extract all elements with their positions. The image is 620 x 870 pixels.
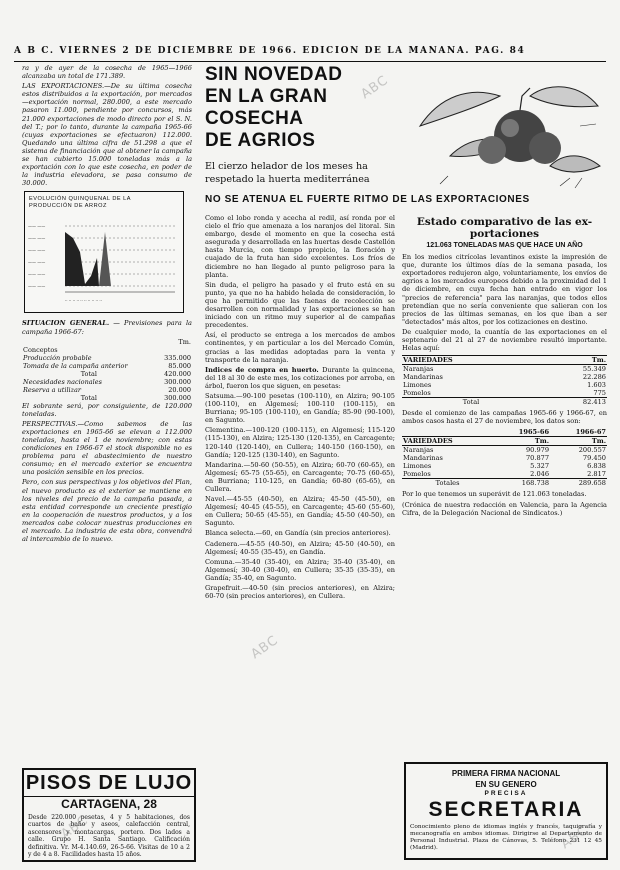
center-paragraph-1: Como el lobo ronda y acecha al redil, así ronda por el cielo el frío que amenaza a los naranjos del litoral. Sin embargo, desde el momento en que la cosecha está asegurada y desarrollada en las huertas desde Castellón hasta Murcia, con tiempo propicio, la floración y cuajado de la fruta han sido excelentes. Los fríos de diciembre no han llegado al punto peligroso para la planta. (205, 214, 395, 279)
forecast-row: Reserva a utilizar 20.000 (23, 385, 191, 394)
svg-text:—— ——: —— —— (28, 272, 46, 278)
svg-text:—— ——: —— —— (28, 224, 46, 230)
page-header: A B C. VIERNES 2 DE DICIEMBRE DE 1966. EDICION DE LA MAÑANA. PAG. 84 (14, 46, 526, 56)
table-total-row: Total 82.413 (402, 398, 607, 407)
main-headline (205, 64, 400, 152)
headline-line2: EN LA GRAN (205, 86, 328, 107)
table-row: Limones 1.603 (403, 381, 606, 390)
center-column (205, 214, 395, 864)
ad-secretaria-line2: EN SU GENERO (475, 780, 537, 789)
situacion-head: SITUACION GENERAL. (22, 319, 110, 328)
forecast-unit: Tm. (178, 337, 191, 346)
forecast-row: Conceptos (23, 345, 58, 354)
svg-text:—— ——: —— —— (28, 236, 46, 242)
perspectivas-paragraph: PERSPECTIVAS.—Como sabemos de las exportaciones en 1965-66 se elevan a 112.000 toneladas, hasta el 1 de noviembre; con estas condiciones en 1966-67 el stock disponible no es problema para el abastecimiento de nuestro consumo; en el mercado exterior se encuentra una posición sensible en los precios. (22, 419, 192, 477)
ad-secretaria-body: Conocimiento pleno de idiomas inglés y francés, taquigrafía y mecanografía en ambos idiomas. Dirigirse al Departamento de Personal Industrial. Plaza de Cánovas, 5. Teléfono 231 12 45 (Madrid). (410, 824, 602, 851)
forecast-row: Tomada de la campaña anterior 85.000 (23, 361, 191, 370)
price-item: Satsuma.—90-100 pesetas (100-110), en Alzira; 90-105 (100-110), en Algemesí; 100-110 (100-115), en Burriana; 95-105 (100-110), en Gandía; 85-90 (90-100), en Sagunto. (205, 391, 395, 425)
forecast-table (22, 338, 192, 402)
citrus-illustration (410, 66, 606, 190)
ad-secretaria-line1: PRIMERA FIRMA NACIONAL (451, 769, 561, 778)
headline-line1: SIN NOVEDAD (205, 64, 343, 85)
watermark: ABC (58, 812, 92, 843)
svg-text:·· ·· ·· ·· ·· ·· ·· ·· ·· ··: ·· ·· ·· ·· ·· ·· ·· ·· ·· ·· (65, 298, 102, 304)
price-item: Blanca selecta.—60, en Gandía (sin precios anteriores). (205, 529, 391, 538)
chart-title-line1: EVOLUCIÓN QUINQUENAL DE LA (29, 196, 132, 203)
indices-paragraph (205, 366, 395, 390)
left-column (22, 64, 192, 774)
saldo-paragraph: El sobrante será, por consiguiente, de 120.000 toneladas. (22, 401, 192, 418)
right-paragraph-4: Por lo que tenemos un superávit de 121.063 toneladas. (402, 490, 587, 499)
right-paragraph-3: Desde el comienzo de las campañas 1965-66 y 1966-67, en ambos casos hasta el 27 de noviembre, los datos son: (402, 409, 607, 426)
price-item: Clementina.—100-120 (100-115), en Algemesí; 115-120 (115-130), en Alzira; 125-130 (120-135), en Carcagente; 120-140 (120-140), en Cullera; 140-150 (160-150), en Gandía; 120-125 (130-140), en Sagunto. (205, 426, 395, 459)
table-row: Pomelos 2.046 2.817 (403, 470, 606, 479)
right-title: Estado comparativo de las ex- portaciones (416, 216, 593, 240)
ad-secretaria-title: SECRETARIA (428, 798, 584, 821)
situacion-text: — Previsiones para la campaña 1966-67: (22, 319, 192, 336)
situacion-paragraph (22, 319, 192, 335)
weekly-exports-table: VARIEDADES Tm. Naranjas 55.349 Mandarinas 22.286 Limones 1.603 Pomelos 775 Total 82.413 (403, 356, 606, 407)
table-total-row: Totales 168.738 289.658 (402, 479, 607, 488)
watermark: ABC (248, 632, 282, 663)
price-item: Grapefruit.—40-50 (sin precios anteriores), en Alzira; 60-70 (sin precios anteriores), en Cullera. (205, 584, 395, 601)
forecast-row: Total 420.000 (80, 369, 191, 378)
final-paragraph: Pero, con sus perspectivas y los objetivos del Plan, el nuevo producto es el exterior se mantiene en los niveles del precio de la campaña pasada, a esta entidad corresponde un creciente prestigio en la cooperación de nuestros productos, y a los mercados cabe colocar nuestras producciones en el mercado. La industria de esta obra, convendrá al intercambio de lo nuevo. (22, 478, 192, 544)
price-item: Comuna.—35-40 (35-40), en Alzira; 35-40 (35-40), en Algemesí; 30-40 (30-40), en Cullera; 35-35 (35-35), en Gandía; 35-40, en Sagunto. (205, 557, 395, 582)
ad-secretaria (404, 762, 608, 860)
ad-pisos-title: PISOS DE LUJO (24, 770, 194, 797)
forecast-row: Total 300.000 (80, 393, 191, 402)
headline-line4: DE AGRIOS (205, 130, 316, 151)
indices-text: Durante la quincena, del 18 al 30 de este mes, los cotizaciones por arroba, en árbol, fueron los que siguen, en pesetas: (205, 365, 395, 390)
watermark: ABC (558, 822, 592, 853)
price-item: Cadenera.—45-55 (40-50), en Alzira; 45-50 (40-50), en Algemesí; 40-55 (35-45), en Gandía. (205, 539, 395, 556)
ad-pisos-body: Desde 220.000 pesetas, 4 y 5 habitaciones, dos cuartos de baño y aseos, calefacción central, ascensores y montacargas, portero. Dos lados a calle. Grupo H. Santa Santiago. Calificación definitiva. Vr. M-4.140.69, 26-5-66. Visitas de 10 a 2 y de 4 a 8. Facilidades hasta 15 años. (28, 814, 190, 859)
chart-title-line2: PRODUCCIÓN DE ARROZ (29, 203, 107, 210)
right-column (402, 216, 607, 756)
table-row: Naranjas 90.979 200.557 (403, 446, 606, 455)
campaign-comparison-table: 1965-66 1966-67 VARIEDADES Tm. Tm. Naranjas 90.979 200.557 Mandarinas 70.877 79.450 Limones 5.327 6.838 Pomelos 2.046 2.817 Totales 168.738 289.658 (403, 428, 606, 488)
right-paragraph-5: (Crónica de nuestra redacción en Valencia, para la Agencia Cifra, de la Delegación Nacional de Sindicatos.) (402, 500, 607, 517)
table-row: Mandarinas 22.286 (403, 373, 606, 382)
center-paragraph-3: Así, el producto se entrega a los mercados de ambos continentes, y en particular a los del Mercado Común, gracias a las medidas adoptadas para la venta y transporte de la naranja. (205, 331, 395, 364)
exports-banner: NO SE ATENUA EL FUERTE RITMO DE LAS EXPORTACIONES (205, 194, 530, 205)
ad-pisos-street: CARTAGENA, 28 (61, 797, 157, 811)
svg-text:—— ——: —— —— (28, 284, 46, 290)
table-row: Limones 5.327 6.838 (403, 462, 606, 471)
forecast-row: Necesidades nacionales 300.000 (23, 377, 191, 386)
right-paragraph-1: En los medios citrícolas levantinos existe la impresión de que, durante los últimos días de la semana pasada, los exportadores redujeron algo, voluntariamente, los envíos de agrios a los mercados europeos debido a la proximidad del 1 de diciembre, en cuya fecha han entrado en vigor los "precios de referencia" para las naranjas, que todos ellos pretendían que no sería conveniente que salieran con los precios de las últimas semanas, en los que iban a ser "detectados" más altos, por los cotizaciones en destino. (402, 253, 607, 326)
rice-production-chart (24, 191, 184, 313)
chart-graphic (25, 192, 181, 310)
headline-deck: El cierzo helador de los meses ha respetado la huerta mediterránea (205, 161, 370, 185)
exports-paragraph: LAS EXPORTACIONES.—De su última cosecha estos distribuidos a la exportación, por mercados—exportación normal, 280.000, a este mercado pasaron 11.000, pendiente por concursos, más 21.000 exportaciones de modo directo por el S. N. del T.; por lo tanto, durante la campaña 1965-66 (cuyas exportaciones se efectuaron) 112.000. Quedando una última cifra de 51.298 a que el sistema de financiación que al obtener la campaña se han cubierto 15.000 toneladas más a la exportación con lo que este cosecha, en poder de la industria elevadora, se pasa consumo de 30.000. (22, 82, 192, 188)
intro-paragraph: ra y de ayer de la cosecha de 1965—1966 alcanzaba un total de 171.389. (22, 64, 192, 81)
headline-line3: COSECHA (205, 108, 304, 129)
watermark: ABC (358, 72, 392, 103)
right-kicker: 121.063 TONELADAS MAS QUE HACE UN AÑO (426, 242, 583, 249)
table-row: Pomelos 775 (403, 389, 606, 398)
svg-text:—— ——: —— —— (28, 248, 46, 254)
forecast-row: Producción probable 335.000 (23, 353, 191, 362)
table-row: Naranjas 55.349 (403, 365, 606, 374)
right-paragraph-2: De cualquier modo, la cuantía de las exportaciones en el septenario del 21 al 27 de noviembre resultó importante. Helas aquí: (402, 327, 607, 353)
center-paragraph-2: Sin duda, el peligro ha pasado y el fruto está en su punto, ya que no ha habido helada de consideración, lo que ha permitido que las faenas de recolección se desarrollen con normalidad y las exportaciones se han iniciado con un ritmo muy superior al de campañas precedentes. (205, 280, 395, 330)
table-row: Mandarinas 70.877 79.450 (403, 454, 606, 463)
header-rule (14, 61, 606, 62)
ad-pisos-de-lujo (22, 768, 196, 862)
ad-secretaria-line3: PRECISA (484, 790, 528, 797)
price-item: Navel.—45-55 (40-50), en Alzira; 45-50 (45-50), en Algemesí; 40-45 (45-55), en Carcagente; 45-60 (55-60), en Cullera; 50-65 (45-55), en Gandía; 45-50 (40-50), en Sagunto. (205, 495, 395, 528)
svg-text:—— ——: —— —— (28, 260, 46, 266)
indices-head: Indices de compra en huerto. (205, 365, 319, 374)
price-item: Mandarina.—50-60 (50-55), en Alzira; 60-70 (60-65), en Algemesí; 65-75 (55-65), en Carcagente; 70-75 (60-65), en Burriana; 110-125, en Gandía; 60-80 (65-65), en Cullera. (205, 460, 395, 493)
